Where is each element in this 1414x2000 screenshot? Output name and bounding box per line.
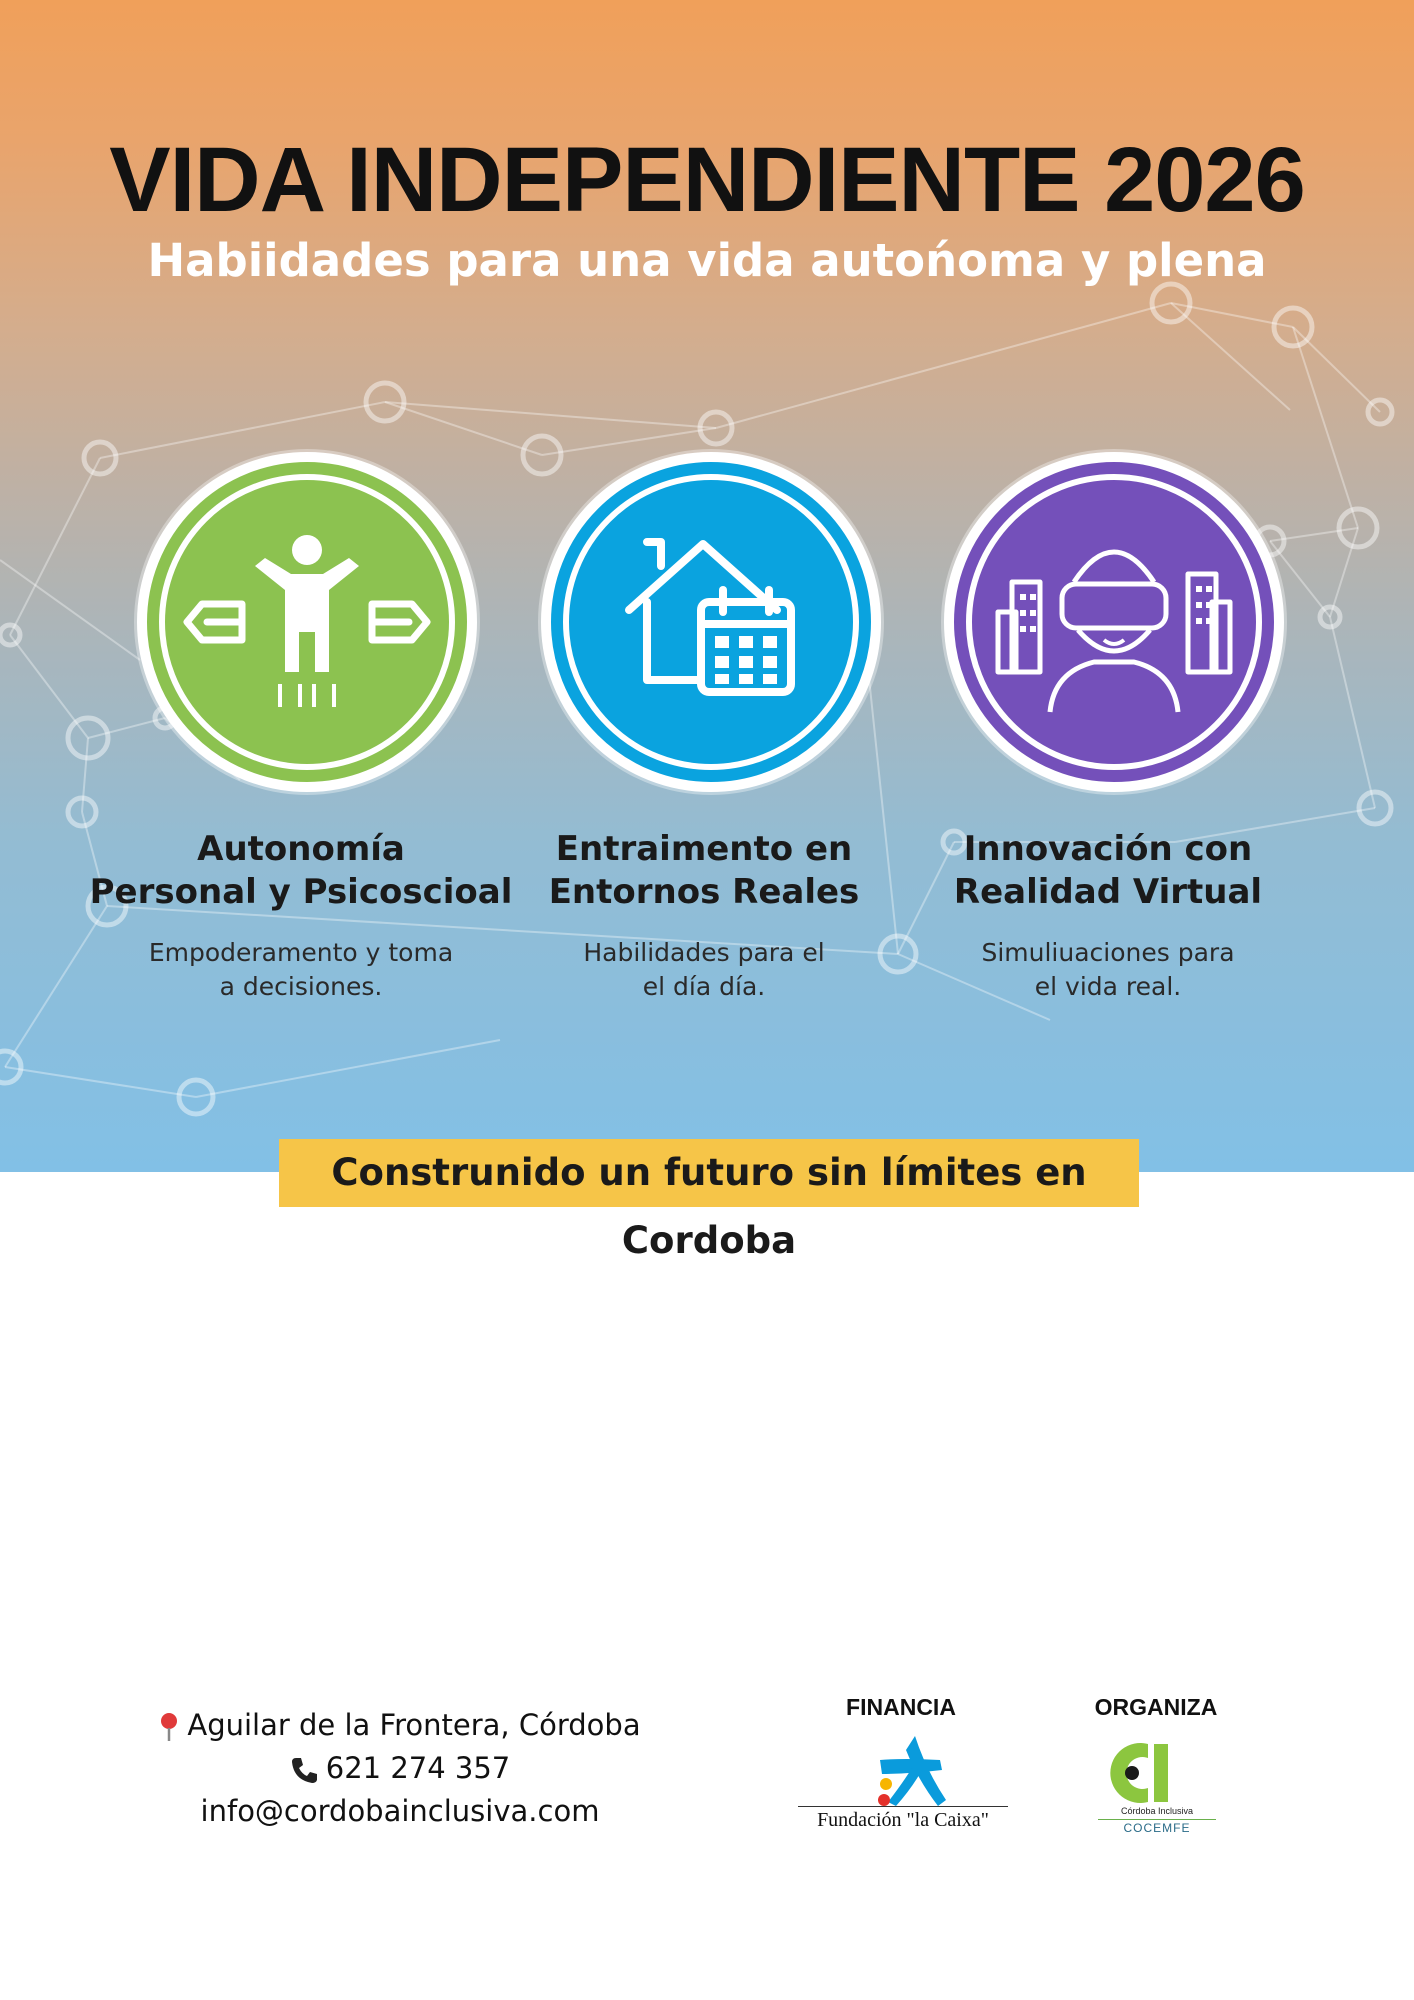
pillar-title: Autonomía Personal y Psicoscioal: [89, 829, 513, 912]
page-title: VIDA INDEPENDIENTE 2026: [109, 129, 1305, 231]
organiza-label: ORGANIZA: [1094, 1694, 1218, 1720]
pillar-description: Empoderamento y toma a decisiones.: [148, 938, 454, 1001]
contact-block: [140, 1704, 660, 1833]
pillar-title: Entraimento en Entornos Reales: [548, 829, 860, 912]
virtual-reality-badge: [944, 452, 1284, 792]
phone-icon: [290, 1756, 318, 1784]
phone-text[interactable]: 621 274 357: [325, 1751, 511, 1785]
autonomy-badge: [137, 452, 477, 792]
person-crossroads-icon: [147, 462, 467, 782]
location-pin-icon: [159, 1712, 179, 1742]
pillar-description: Simuliuaciones para el vida real.: [981, 938, 1235, 1001]
location-line: [140, 1704, 660, 1747]
cocemfe-text: COCEMFE: [1098, 1819, 1216, 1835]
location-text: Aguilar de la Frontera, Córdoba: [187, 1708, 641, 1742]
la-caixa-text: Fundación "la Caixa": [798, 1806, 1008, 1832]
email-link[interactable]: info@cordobainclusiva.com: [200, 1794, 600, 1828]
slogan-banner: Construnido un futuro sin límites en Cordoba: [279, 1139, 1139, 1207]
financia-label: FINANCIA: [846, 1694, 956, 1720]
vr-headset-person-icon: [954, 462, 1274, 782]
email-line[interactable]: [140, 1790, 660, 1833]
page-subtitle: Habiidades para una vida autońoma y plena: [147, 234, 1267, 287]
pillar-description: Habilidades para el el día día.: [583, 938, 825, 1001]
phone-line[interactable]: [140, 1747, 660, 1790]
real-environments-badge: [541, 452, 881, 792]
house-calendar-icon: [551, 462, 871, 782]
pillar-title: Innovación con Realidad Virtual: [953, 829, 1263, 912]
cordoba-inclusiva-text: Córdoba Inclusiva: [1120, 1806, 1194, 1816]
